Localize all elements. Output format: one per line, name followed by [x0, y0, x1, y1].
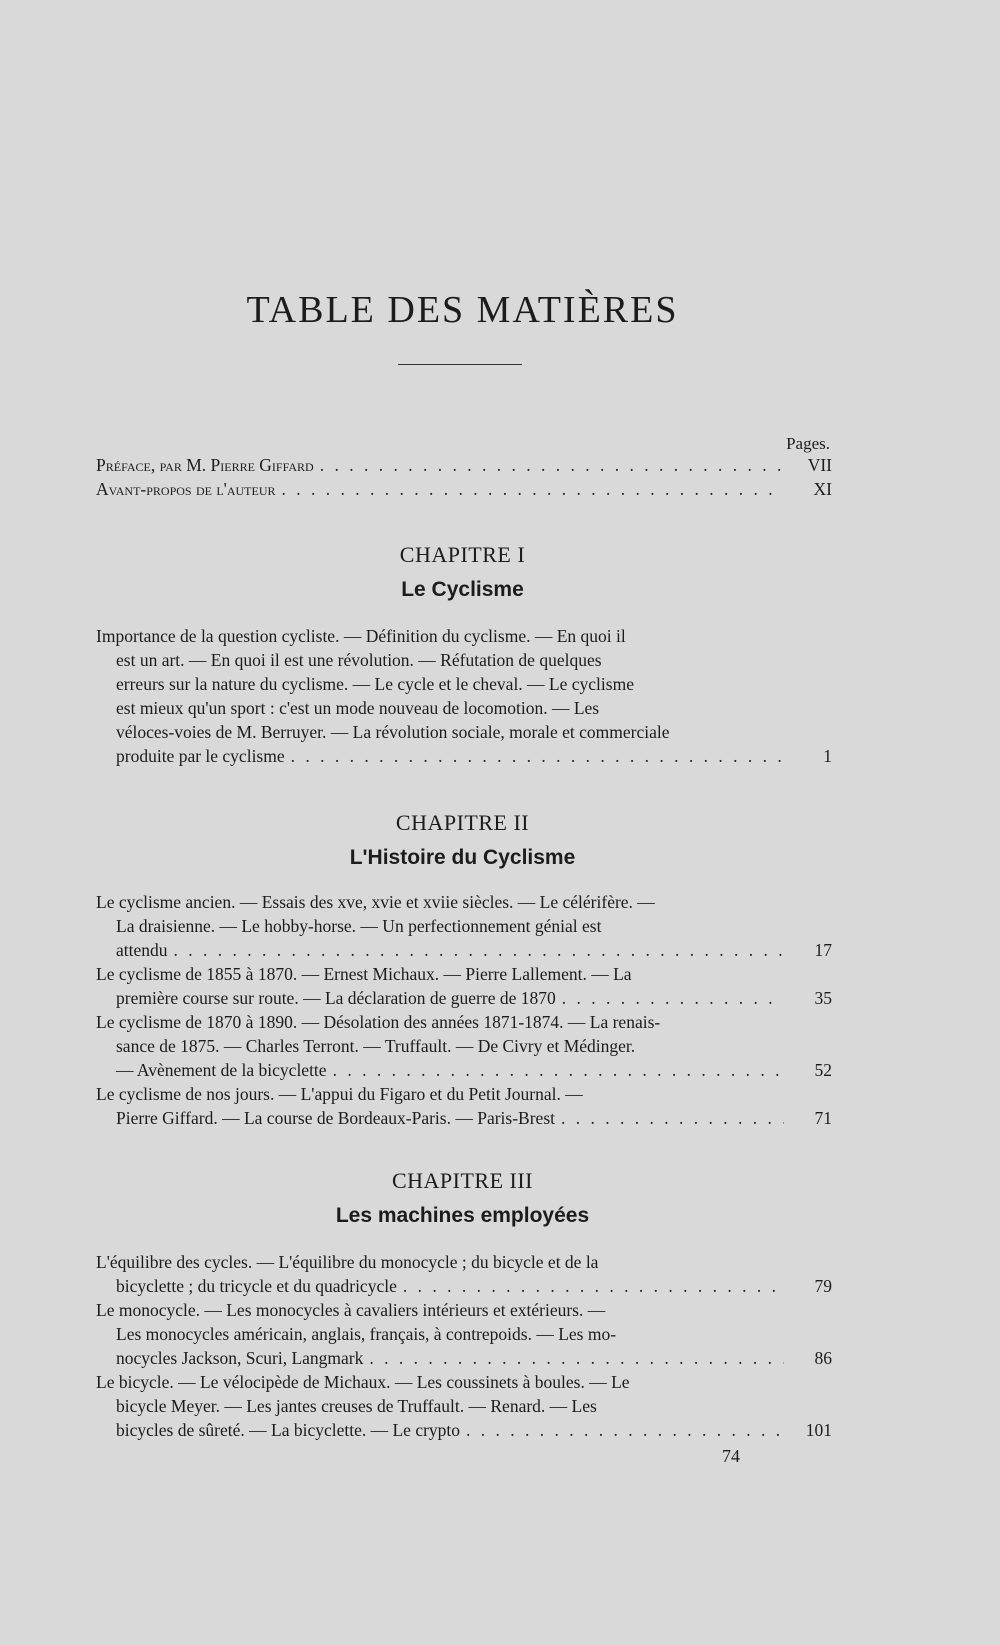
front-entry-label: Avant-propos de l'auteur: [96, 479, 276, 499]
dot-leader: [369, 1346, 784, 1370]
entry-line: La draisienne. — Le hobby-horse. — Un perfectionnement génial est: [116, 916, 602, 936]
entry-line: [96, 938, 832, 962]
entry-line: sance de 1875. — Charles Terront. — Truffault. — De Civry et Médinger.: [116, 1036, 636, 1056]
page-number: 79: [814, 1276, 832, 1296]
entry-line: est mieux qu'un sport : c'est un mode nouveau de locomotion. — Les: [116, 698, 600, 718]
title-rule: [398, 364, 522, 365]
page-number: 101: [805, 1420, 832, 1440]
toc-entry: [96, 1250, 832, 1442]
chapter-subtitle: Le Cyclisme: [401, 578, 524, 601]
entry-line: Le cyclisme ancien. — Essais des xve, xvie et xviie siècles. — Le célérifère. —: [96, 892, 655, 912]
front-entry-preface: [96, 453, 832, 477]
entry-line: [96, 1418, 832, 1442]
page-number: 86: [814, 1348, 832, 1368]
entry-line: bicycle Meyer. — Les jantes creuses de Truffault. — Renard. — Les: [116, 1396, 597, 1416]
toc-entry: [96, 890, 832, 1130]
chapter-heading: CHAPITRE I: [399, 542, 526, 567]
entry-line: Le cyclisme de 1855 à 1870. — Ernest Michaux. — Pierre Lallement. — La: [96, 964, 632, 984]
entry-line: Les monocycles américain, anglais, français, à contrepoids. — Les mo-: [116, 1324, 617, 1344]
entry-line-text: — Avènement de la bicyclette: [116, 1060, 327, 1080]
entry-line: [96, 1058, 832, 1082]
dot-leader: [466, 1418, 784, 1442]
entry-line: [96, 986, 832, 1010]
signature-mark: 74: [722, 1446, 740, 1466]
chapter-heading: CHAPITRE II: [395, 810, 530, 835]
chapter-subtitle: L'Histoire du Cyclisme: [349, 846, 576, 869]
chapter-subtitle: Les machines employées: [335, 1204, 590, 1227]
dot-leader: [291, 744, 784, 768]
entry-line: Le bicycle. — Le vélocipède de Michaux. — Les coussinets à boules. — Le: [96, 1372, 630, 1392]
pages-column-label: Pages.: [786, 434, 830, 453]
entry-line: [96, 1106, 832, 1130]
entry-line: Importance de la question cycliste. — Définition du cyclisme. — En quoi il: [96, 626, 626, 646]
entry-line-text: bicycles de sûreté. — La bicyclette. — Le crypto: [116, 1420, 461, 1440]
entry-line: Le monocycle. — Les monocycles à cavaliers intérieurs et extérieurs. —: [96, 1300, 606, 1320]
entry-line: L'équilibre des cycles. — L'équilibre du monocycle ; du bicycle et de la: [96, 1252, 599, 1272]
entry-line: est un art. — En quoi il est une révolution. — Réfutation de quelques: [116, 650, 602, 670]
entry-line-text: bicyclette ; du tricycle et du quadricycle: [116, 1276, 397, 1296]
toc-entry: [96, 624, 832, 768]
dot-leader: [333, 1058, 784, 1082]
dot-leader: [282, 477, 785, 501]
front-entry-label: Préface, par M. Pierre Giffard: [96, 455, 314, 475]
page-number: VII: [807, 455, 832, 475]
entry-line: [96, 744, 832, 768]
entry-line-text: attendu: [116, 940, 168, 960]
entry-line: [96, 720, 832, 744]
page-title: TABLE DES MATIÈRES: [246, 289, 679, 331]
page-number: 1: [823, 746, 832, 766]
entry-line-text: Pierre Giffard. — La course de Bordeaux-Paris. — Paris-Brest: [116, 1108, 555, 1128]
page-number: 52: [814, 1060, 832, 1080]
dot-leader: [562, 986, 784, 1010]
page-number: XI: [813, 479, 832, 499]
entry-line-text: nocycles Jackson, Scuri, Langmark: [116, 1348, 364, 1368]
entry-line: [96, 1274, 832, 1298]
entry-line: [96, 1346, 832, 1370]
dot-leader: [561, 1106, 784, 1130]
entry-line: Le cyclisme de nos jours. — L'appui du Figaro et du Petit Journal. —: [96, 1084, 583, 1104]
entry-line: erreurs sur la nature du cyclisme. — Le cycle et le cheval. — Le cyclisme: [116, 674, 634, 694]
page-number: 71: [814, 1108, 832, 1128]
dot-leader: [403, 1274, 784, 1298]
chapter-heading: CHAPITRE III: [391, 1168, 534, 1193]
page-number: 35: [814, 988, 832, 1008]
entry-line-text: produite par le cyclisme: [116, 746, 285, 766]
page-number: 17: [814, 940, 832, 960]
dot-leader: [320, 453, 784, 477]
entry-line-text: première course sur route. — La déclaration de guerre de 1870: [116, 988, 556, 1008]
entry-line: Le cyclisme de 1870 à 1890. — Désolation des années 1871-1874. — La renais-: [96, 1012, 661, 1032]
front-entry-foreword: [96, 477, 832, 501]
dot-leader: [174, 938, 784, 962]
entry-line-text: véloces-voies de M. Berruyer. — La révolution sociale, morale et commerciale: [116, 722, 670, 742]
